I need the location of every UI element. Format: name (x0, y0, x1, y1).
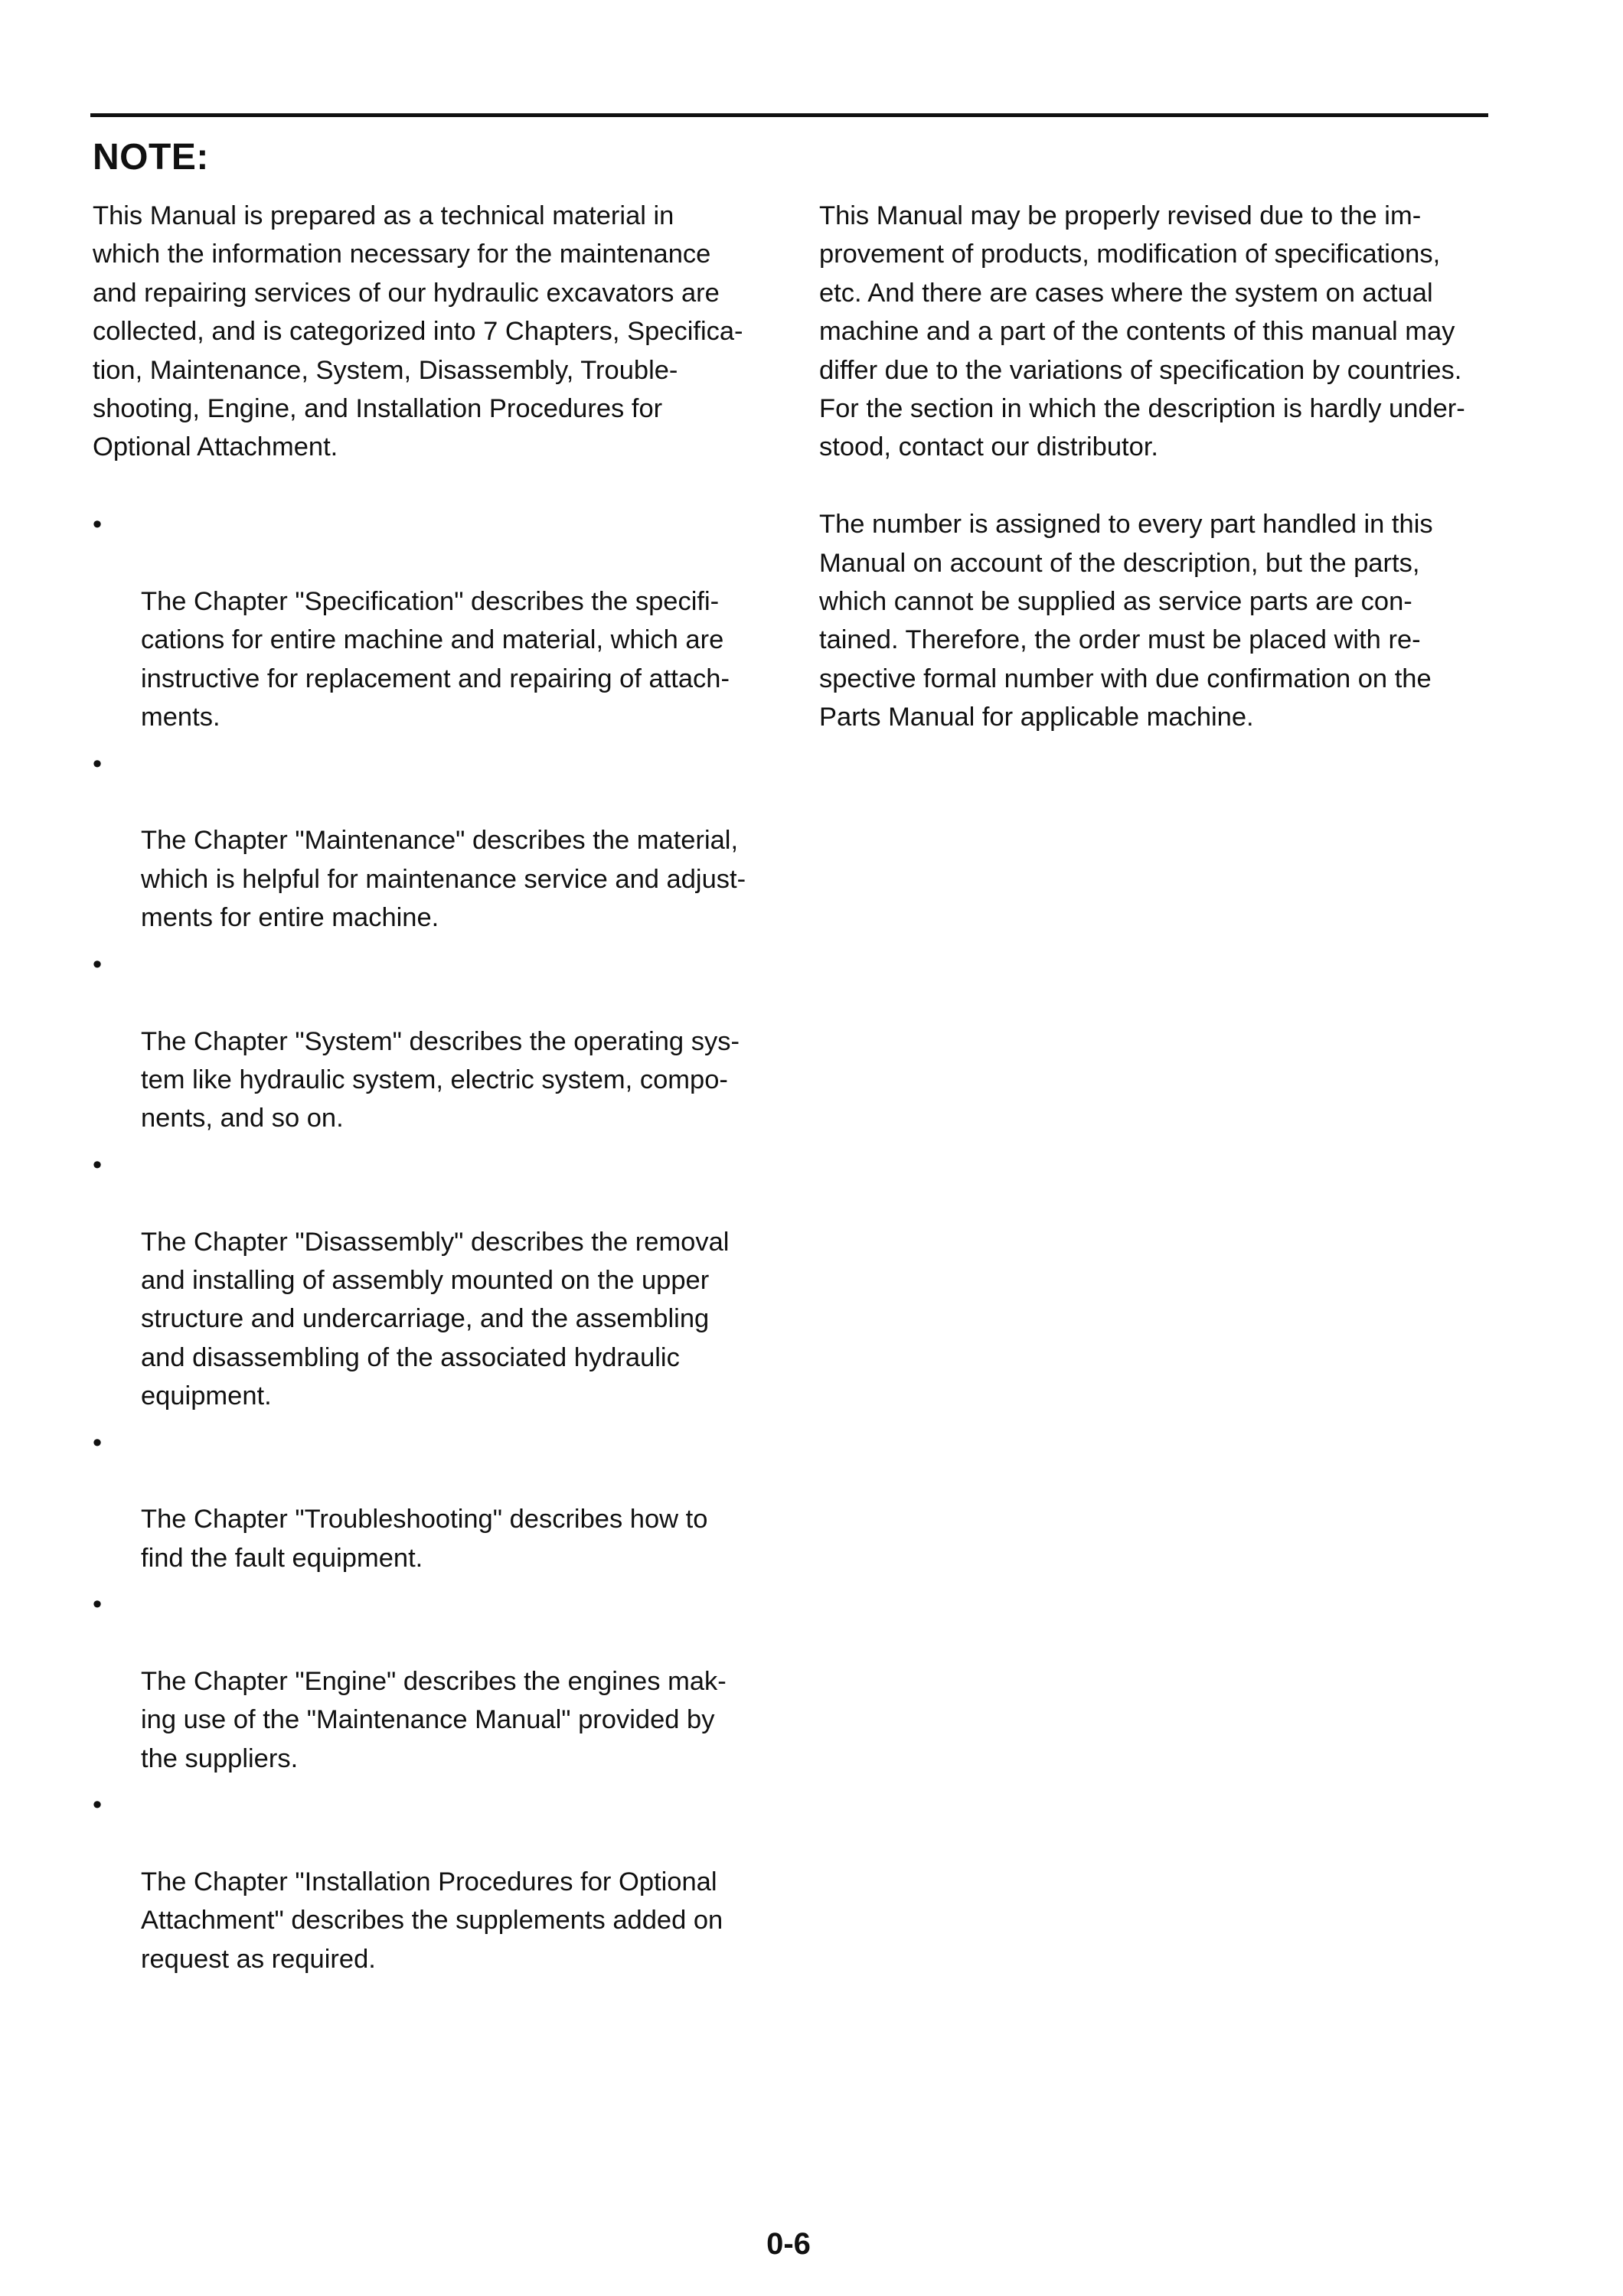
bullet-marker: • (93, 1427, 103, 1457)
intro-paragraph: This Manual is prepared as a technical material in which the information necessary for the maintenance and repairing services of our hydraulic excavators are collected, and is categorized into 7 Chapters, Specifica- tion, Maintenance, System, Disassembly, Trouble- shooting, Engine, and Installation Procedures for Optional Attachment. (93, 201, 743, 462)
page-number: 0-6 (766, 2227, 811, 2261)
bullet-marker: • (93, 748, 103, 778)
bullet-text: The Chapter "Troubleshooting" describes how to find the fault equipment. (141, 1505, 708, 1573)
bullet-text: The Chapter "Disassembly" describes the removal and installing of assembly mounted on the upper structure and undercarriage, and the assembling and disassembling of the associated hydraulic equipment. (141, 1227, 730, 1411)
bullet-item-maintenance (93, 745, 766, 938)
bullet-item-system (93, 945, 766, 1138)
bullet-item-installation (93, 1786, 766, 1978)
revision-paragraph: This Manual may be properly revised due to the im- provement of products, modification of specifications, etc. And there are cases where the system on actual machine and a part of the contents of this manual may differ due to the variations of specification by countries. For the section in which the description is hardly under- stood, contact our distributor. (819, 201, 1465, 462)
bullet-item-disassembly (93, 1146, 766, 1416)
right-column (819, 197, 1490, 737)
bullet-item-engine (93, 1585, 766, 1778)
left-column (93, 197, 766, 1986)
top-horizontal-rule (90, 113, 1488, 117)
note-heading: NOTE: (93, 137, 209, 178)
bullet-text: The Chapter "Installation Procedures for Optional Attachment" describes the supplements added on request as required. (141, 1867, 723, 1974)
bullet-item-specification (93, 505, 766, 736)
chapter-bullet-list (93, 505, 766, 1978)
bullet-text: The Chapter "Maintenance" describes the material, which is helpful for maintenance service and adjust- ments for entire machine. (141, 826, 746, 933)
bullet-marker: • (93, 510, 103, 540)
bullet-text: The Chapter "Specification" describes the specifi- cations for entire machine and material, which are instructive for replacement and repairing of attach- ments. (141, 587, 730, 732)
parts-number-paragraph: The number is assigned to every part handled in this Manual on account of the description, but the parts, which cannot be supplied as service parts are con- tained. Therefore, the order must be placed with re- spective formal number with due confirmation on the Parts Manual for applicable machine. (819, 510, 1433, 732)
bullet-marker: • (93, 1590, 103, 1619)
bullet-text: The Chapter "System" describes the operating sys- tem like hydraulic system, electric system, compo- nents, and so on. (141, 1026, 740, 1133)
bullet-item-troubleshooting (93, 1424, 766, 1578)
bullet-marker: • (93, 949, 103, 979)
bullet-marker: • (93, 1790, 103, 1820)
bullet-text: The Chapter "Engine" describes the engines mak- ing use of the "Maintenance Manual" provided by the suppliers. (141, 1667, 727, 1773)
bullet-marker: • (93, 1150, 103, 1179)
